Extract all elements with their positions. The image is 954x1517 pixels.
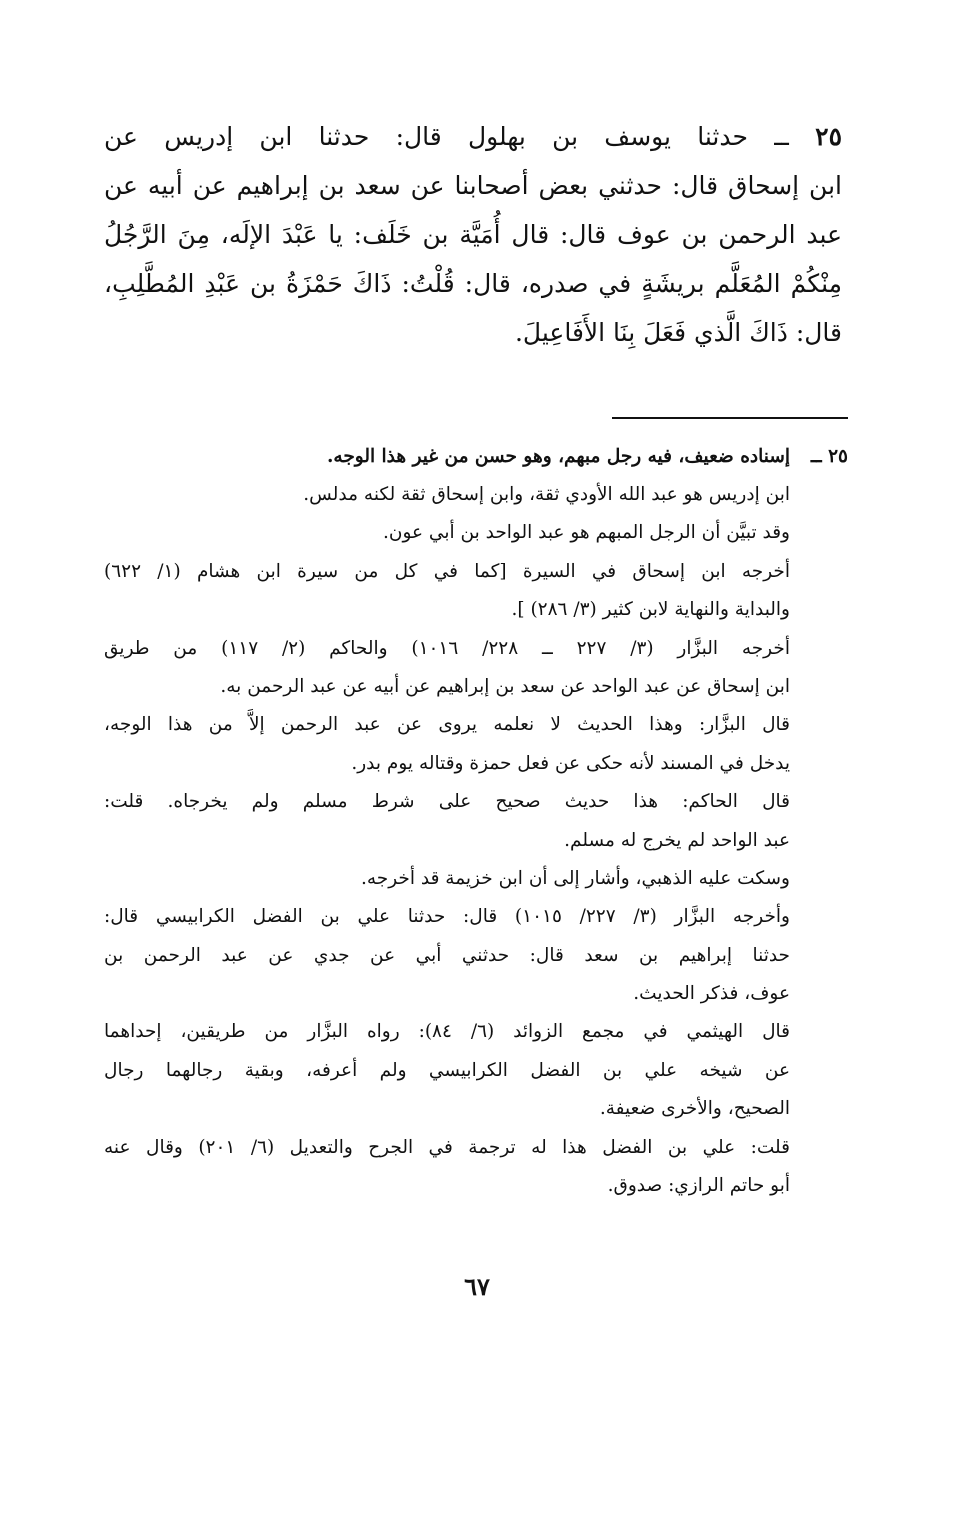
footnotes: [104, 438, 848, 1205]
hadith-line: قال: ذَاكَ الَّذي فَعَلَ بِنَا الأَفَاعِيلَ.: [514, 318, 842, 347]
footnote-heading: [104, 438, 848, 476]
hadith-number: ٢٥: [815, 122, 843, 151]
footnote-divider: [612, 417, 848, 419]
footnote-line: أبو حاتم الرازي: صدوق.: [607, 1175, 790, 1197]
footnote-line: قال الحاكم: هذا حديث صحيح على شرط مسلم ولم يخرجاه. قلت:: [104, 791, 790, 813]
footnote-number: ٢٥ ــ: [810, 446, 848, 467]
footnote-line: وقد تبيَّن أن الرجل المبهم هو عبد الواحد بن أبي عون.: [382, 522, 790, 544]
hadith-text: [104, 112, 842, 357]
footnote-line: أخرجه ابن إسحاق في السيرة [كما في كل من سيرة ابن هشام (١/ ٦٢٢): [104, 560, 790, 582]
footnote-line: يدخل في المسند لأنه حكى عن فعل حمزة وقتاله يوم بدر.: [351, 752, 790, 774]
page-number: ٦٧: [464, 1272, 490, 1301]
hadith-line: ابن إسحاق قال: حدثني بعض أصحابنا عن سعد بن إبراهيم عن أبيه عن: [104, 171, 842, 200]
footnote-line: قال البزَّار: وهذا الحديث لا نعلمه يروى عن عبد الرحمن إلاَّ من هذا الوجه،: [104, 714, 790, 736]
footnote-line: عن شيخه علي بن الفضل الكرابيسي ولم أعرفه، وبقية رجالهما رجال: [104, 1059, 790, 1081]
footnote-line: عوف، فذكر الحديث.: [633, 983, 790, 1005]
footnote-line: ابن إدريس هو عبد الله الأودي ثقة، وابن إسحاق ثقة لكنه مدلس.: [303, 484, 790, 505]
footnote-line: قال الهيثمي في مجمع الزوائد (٦/ ٨٤): رواه البزَّار من طريقين، إحداهما: [104, 1021, 790, 1043]
footnote-line: قلت: علي بن الفضل هذا له ترجمة في الجرح والتعديل (٦/ ٢٠١) وقال عنه: [104, 1136, 790, 1158]
footnote-line: عبد الواحد لم يخرج له مسلم.: [564, 829, 790, 851]
footnote-grading: إسناده ضعيف، فيه رجل مبهم، وهو حسن من غير هذا الوجه.: [326, 446, 790, 467]
footnote-line: الصحيح، والأخرى ضعيفة.: [599, 1098, 790, 1120]
footnote-line: حدثنا إبراهيم بن سعد قال: حدثني أبي عن جدي عن عبد الرحمن بن: [104, 944, 790, 966]
footnote-line: أخرجه البزَّار (٣/ ٢٢٧ ــ ٢٢٨/ ١٠١٦) والحاكم (٢/ ١١٧) من طريق: [104, 637, 790, 659]
hadith-dash: ــ: [774, 122, 789, 151]
footnote-line: ابن إسحاق عن عبد الواحد عن سعد بن إبراهيم عن أبيه عن عبد الرحمن به.: [220, 675, 790, 697]
hadith-line: عبد الرحمن بن عوف قال: قال أُمَيَّة بن خَلَف: يا عَبْدَ الإلَه، مِنَ الرَّجُلُ: [104, 220, 842, 249]
hadith-line: ٢٥ ــ حدثنا يوسف بن بهلول قال: حدثنا ابن إدريس عن: [104, 122, 843, 151]
hadith-line: مِنْكُمْ المُعَلَّم بريشَةٍ في صدره، قال: قُلْتُ: ذَاكَ حَمْزَةُ بن عَبْدِ المُطَّلِبِ،: [104, 269, 842, 298]
footnote-line: وسكت عليه الذهبي، وأشار إلى أن ابن خزيمة قد أخرجه.: [360, 867, 790, 889]
footnote-line: وأخرجه البزَّار (٣/ ٢٢٧/ ١٠١٥) قال: حدثنا علي بن الفضل الكرابيسي قال:: [104, 906, 790, 928]
footnote-line: والبداية والنهاية لابن كثير (٣/ ٢٨٦) ].: [511, 599, 790, 621]
footnote-body: [104, 476, 790, 1205]
